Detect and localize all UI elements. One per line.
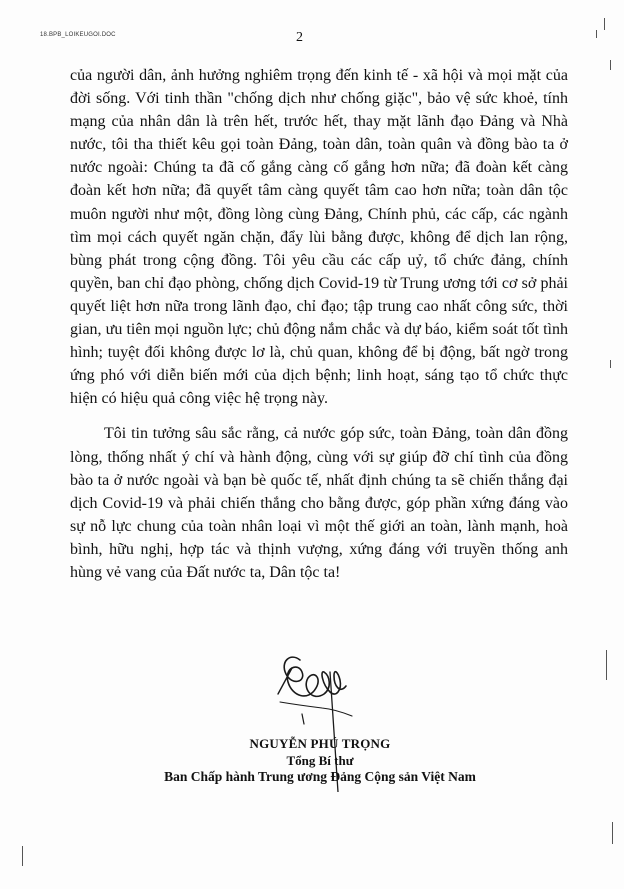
signer-organization: Ban Chấp hành Trung ương Đảng Cộng sản Việt Nam bbox=[164, 769, 476, 784]
signature-block bbox=[110, 736, 530, 786]
scan-edge-mark bbox=[612, 822, 613, 844]
paragraph: Tôi tin tưởng sâu sắc rằng, cả nước góp sức, toàn Đảng, toàn dân đồng lòng, thống nhất ý chí và hành động, cùng với sự giúp đỡ chí tình của đồng bào ta ở nước ngoài và bạn bè quốc tế, nhất định chúng ta sẽ chiến thắng đại dịch Covid-19 và phải chiến thắng cho bằng được, góp phần xứng đáng vào sự nỗ lực chung của toàn nhân loại vì một thế giới an toàn, lành mạnh, hoà bình, hữu nghị, hợp tác và thịnh vượng, xứng đáng với truyền thống anh hùng vẻ vang của Đất nước ta, Dân tộc ta! bbox=[70, 425, 568, 581]
scan-edge-mark bbox=[604, 18, 605, 30]
page-number: 2 bbox=[296, 30, 303, 45]
scan-edge-mark bbox=[610, 60, 611, 70]
letter-body bbox=[70, 64, 568, 584]
scan-edge-mark bbox=[610, 360, 611, 368]
file-tag: 18.BPB_LOIKEUGOI.DOC bbox=[40, 32, 116, 38]
scan-edge-mark bbox=[606, 650, 607, 680]
scan-edge-mark bbox=[22, 846, 23, 866]
scan-edge-mark bbox=[596, 30, 597, 38]
signer-name: NGUYỄN PHÚ TRỌNG bbox=[249, 736, 391, 751]
paragraph: của người dân, ảnh hưởng nghiêm trọng đến kinh tế - xã hội và mọi mặt của đời sống. Với tinh thần "chống dịch như chống giặc", bảo vệ sức khoẻ, tính mạng của nhân dân là trên hết, trước hết, thay mặt lãnh đạo Đảng và Nhà nước, tôi tha thiết kêu gọi toàn Đảng, toàn dân, toàn quân và đồng bào ta ở nước ngoài: Chúng ta đã cố gắng càng cố gắng hơn nữa; đã đoàn kết càng đoàn kết hơn nữa; đã quyết tâm càng quyết tâm cao hơn nữa; toàn dân tộc muôn người như một, đồng lòng cùng Đảng, Chính phủ, các cấp, các ngành tìm mọi cách quyết ngăn chặn, đẩy lùi bằng được, không để dịch lan rộng, bùng phát trong cộng đồng. Tôi yêu cầu các cấp uỷ, tổ chức đảng, chính quyền, ban chỉ đạo phòng, chống dịch Covid-19 từ Trung ương tới cơ sở phải quyết liệt hơn nữa trong lãnh đạo, chỉ đạo; tập trung cao nhất công sức, thời gian, ưu tiên mọi nguồn lực; chủ động nắm chắc và dự báo, kiểm soát tốt tình hình; tuyệt đối không được lơ là, chủ quan, không để bị động, bất ngờ trong ứng phó với diễn biến mới của dịch bệnh; linh hoạt, sáng tạo tổ chức thực hiện có hiệu quả công việc hệ trọng này. bbox=[70, 67, 568, 408]
signer-title: Tổng Bí thư bbox=[286, 752, 354, 768]
